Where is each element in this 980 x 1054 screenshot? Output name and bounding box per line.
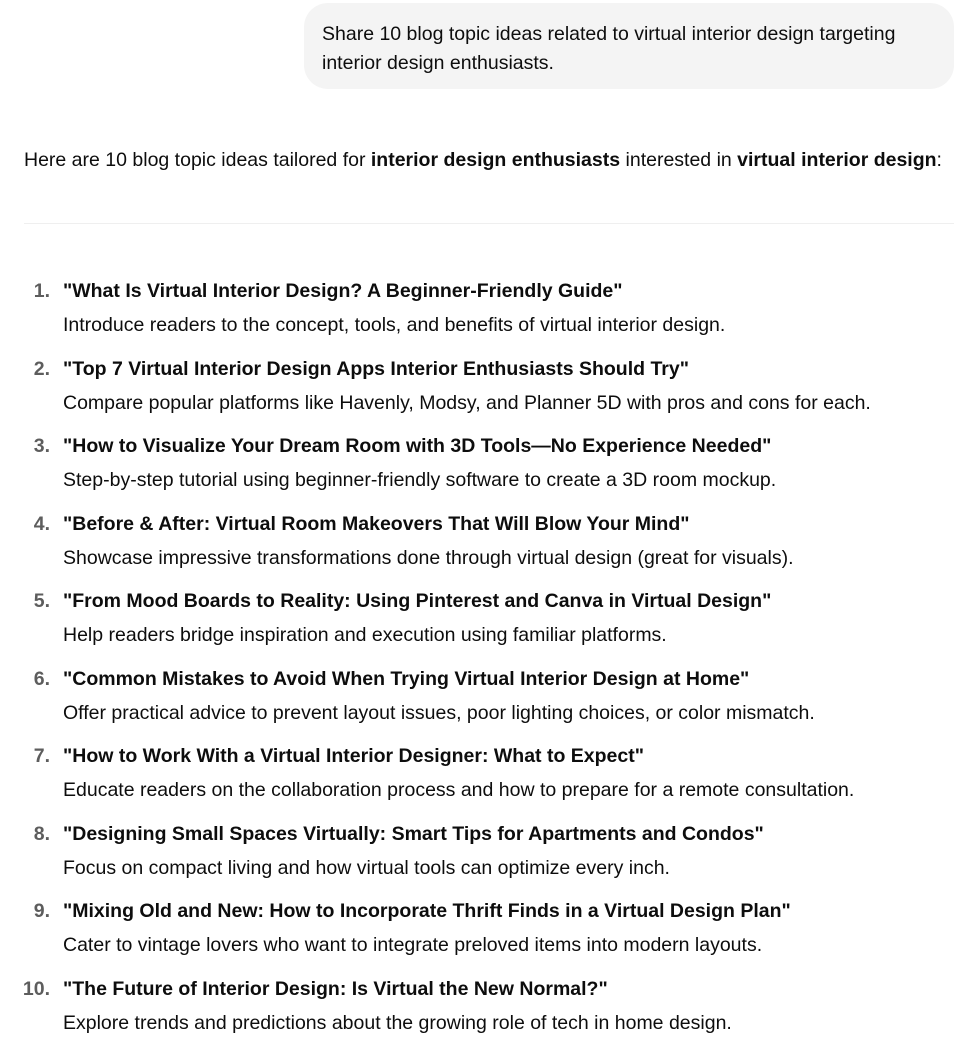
intro-text: : <box>936 149 942 171</box>
intro-bold-audience: interior design enthusiasts <box>370 149 621 171</box>
topic-list <box>0 278 980 1053</box>
topic-number: 8. <box>33 822 50 845</box>
topic-description: Educate readers on the collaboration process and how to prepare for a remote consultation. <box>63 779 855 801</box>
topic-title: "Common Mistakes to Avoid When Trying Virtual Interior Design at Home" <box>63 667 750 690</box>
topic-title: "Designing Small Spaces Virtually: Smart Tips for Apartments and Condos" <box>63 822 764 845</box>
topic-description: Focus on compact living and how virtual tools can optimize every inch. <box>63 856 670 879</box>
topic-description: Explore trends and predictions about the growing role of tech in home design. <box>63 1011 732 1034</box>
intro-text: interested in <box>620 149 738 171</box>
topic-number: 10. <box>22 977 50 1000</box>
topic-description: Offer practical advice to prevent layout issues, poor lighting choices, or color mismatch. <box>63 701 815 724</box>
topic-number: 7. <box>33 745 50 767</box>
topic-title: "The Future of Interior Design: Is Virtual the New Normal?" <box>63 977 608 1000</box>
divider <box>24 223 954 224</box>
list-item <box>0 976 980 1054</box>
list-item <box>0 278 980 356</box>
topic-description: Showcase impressive transformations done through virtual design (great for visuals). <box>63 546 794 569</box>
topic-description: Help readers bridge inspiration and execution using familiar platforms. <box>63 624 667 646</box>
topic-number: 9. <box>33 900 50 922</box>
topic-number: 6. <box>33 667 50 690</box>
list-item <box>0 743 980 821</box>
list-item <box>0 666 980 744</box>
topic-title: "How to Work With a Virtual Interior Designer: What to Expect" <box>63 745 644 767</box>
user-message-bubble <box>304 3 954 89</box>
topic-title: "What Is Virtual Interior Design? A Beginner-Friendly Guide" <box>63 280 623 302</box>
list-item <box>0 356 980 434</box>
topic-title: "From Mood Boards to Reality: Using Pinterest and Canva in Virtual Design" <box>63 590 772 612</box>
topic-number: 1. <box>33 280 50 302</box>
assistant-intro <box>24 147 964 173</box>
topic-title: "Mixing Old and New: How to Incorporate Thrift Finds in a Virtual Design Plan" <box>63 900 791 922</box>
list-item <box>0 898 980 976</box>
topic-number: 2. <box>33 357 50 380</box>
topic-description: Compare popular platforms like Havenly, Modsy, and Planner 5D with pros and cons for each. <box>63 391 871 414</box>
topic-description: Step-by-step tutorial using beginner-friendly software to create a 3D room mockup. <box>63 469 777 491</box>
topic-title: "Before & After: Virtual Room Makeovers That Will Blow Your Mind" <box>63 512 690 535</box>
list-item <box>0 511 980 589</box>
topic-description: Introduce readers to the concept, tools, and benefits of virtual interior design. <box>63 314 726 336</box>
topic-number: 4. <box>33 512 50 535</box>
user-message-text: Share 10 blog topic ideas related to virtual interior design targeting interior design enthusiasts. <box>322 23 896 74</box>
topic-number: 5. <box>33 590 50 612</box>
topic-title: "Top 7 Virtual Interior Design Apps Interior Enthusiasts Should Try" <box>63 357 689 380</box>
topic-description: Cater to vintage lovers who want to integrate preloved items into modern layouts. <box>63 934 763 956</box>
topic-number: 3. <box>33 435 50 457</box>
list-item <box>0 588 980 666</box>
intro-text: Here are 10 blog topic ideas tailored for <box>24 149 371 171</box>
list-item <box>0 433 980 511</box>
topic-title: "How to Visualize Your Dream Room with 3D Tools—No Experience Needed" <box>63 435 772 457</box>
list-item <box>0 821 980 899</box>
intro-bold-topic: virtual interior design <box>737 149 937 171</box>
